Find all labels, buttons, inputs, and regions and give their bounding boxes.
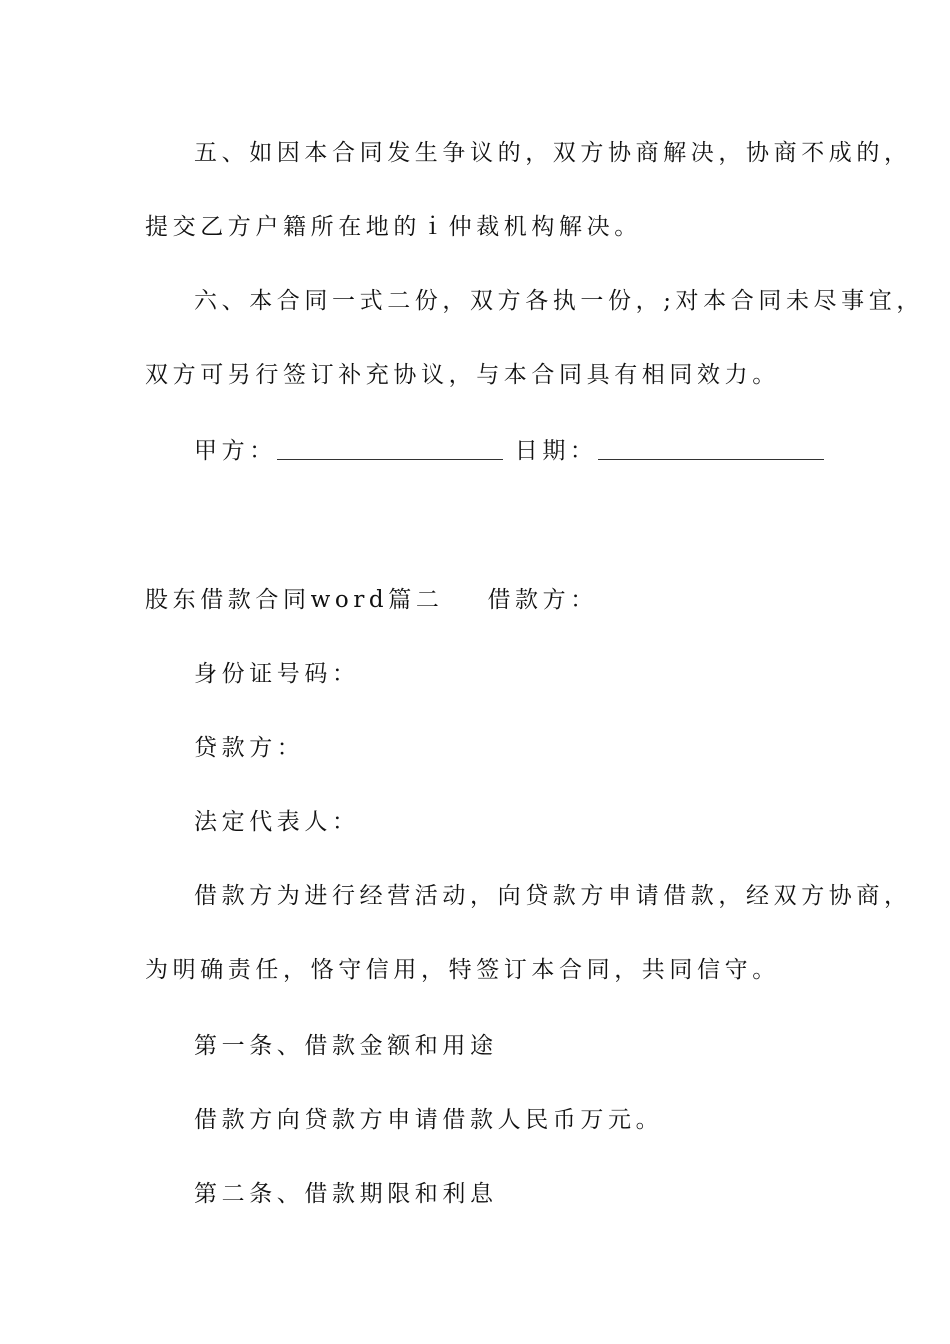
paragraph-line: 双方可另行签订补充协议，与本合同具有相同效力。 xyxy=(145,362,780,388)
paragraph-line: 借款方为进行经营活动，向贷款方申请借款，经双方协商， xyxy=(194,883,912,909)
party-a-label: 甲方： xyxy=(194,438,277,464)
field-lender: 贷款方： xyxy=(194,735,305,761)
paragraph-line: 借款方向贷款方申请借款人民币万元。 xyxy=(194,1107,664,1133)
section-title: 股东借款合同word篇二 xyxy=(145,587,444,613)
date-label: 日期： xyxy=(514,438,598,464)
article-heading: 第二条、借款期限和利息 xyxy=(194,1181,498,1207)
date-blank xyxy=(598,439,824,460)
paragraph-line: 五、如因本合同发生争议的，双方协商解决，协商不成的， xyxy=(194,140,912,166)
field-id-number: 身份证号码： xyxy=(194,661,360,687)
field-legal-representative: 法定代表人： xyxy=(194,809,360,835)
paragraph-line: 六、本合同一式二份，双方各执一份，;对本合同未尽事宜， xyxy=(194,288,924,314)
party-a-blank xyxy=(277,439,503,460)
paragraph-line: 为明确责任，恪守信用，特签订本合同，共同信守。 xyxy=(145,957,780,983)
section-heading-line xyxy=(0,585,950,615)
signature-line xyxy=(0,436,950,466)
article-heading: 第一条、借款金额和用途 xyxy=(194,1033,498,1059)
paragraph-line: 提交乙方户籍所在地的ｉ仲裁机构解决。 xyxy=(145,214,642,240)
borrower-label: 借款方： xyxy=(487,587,598,613)
